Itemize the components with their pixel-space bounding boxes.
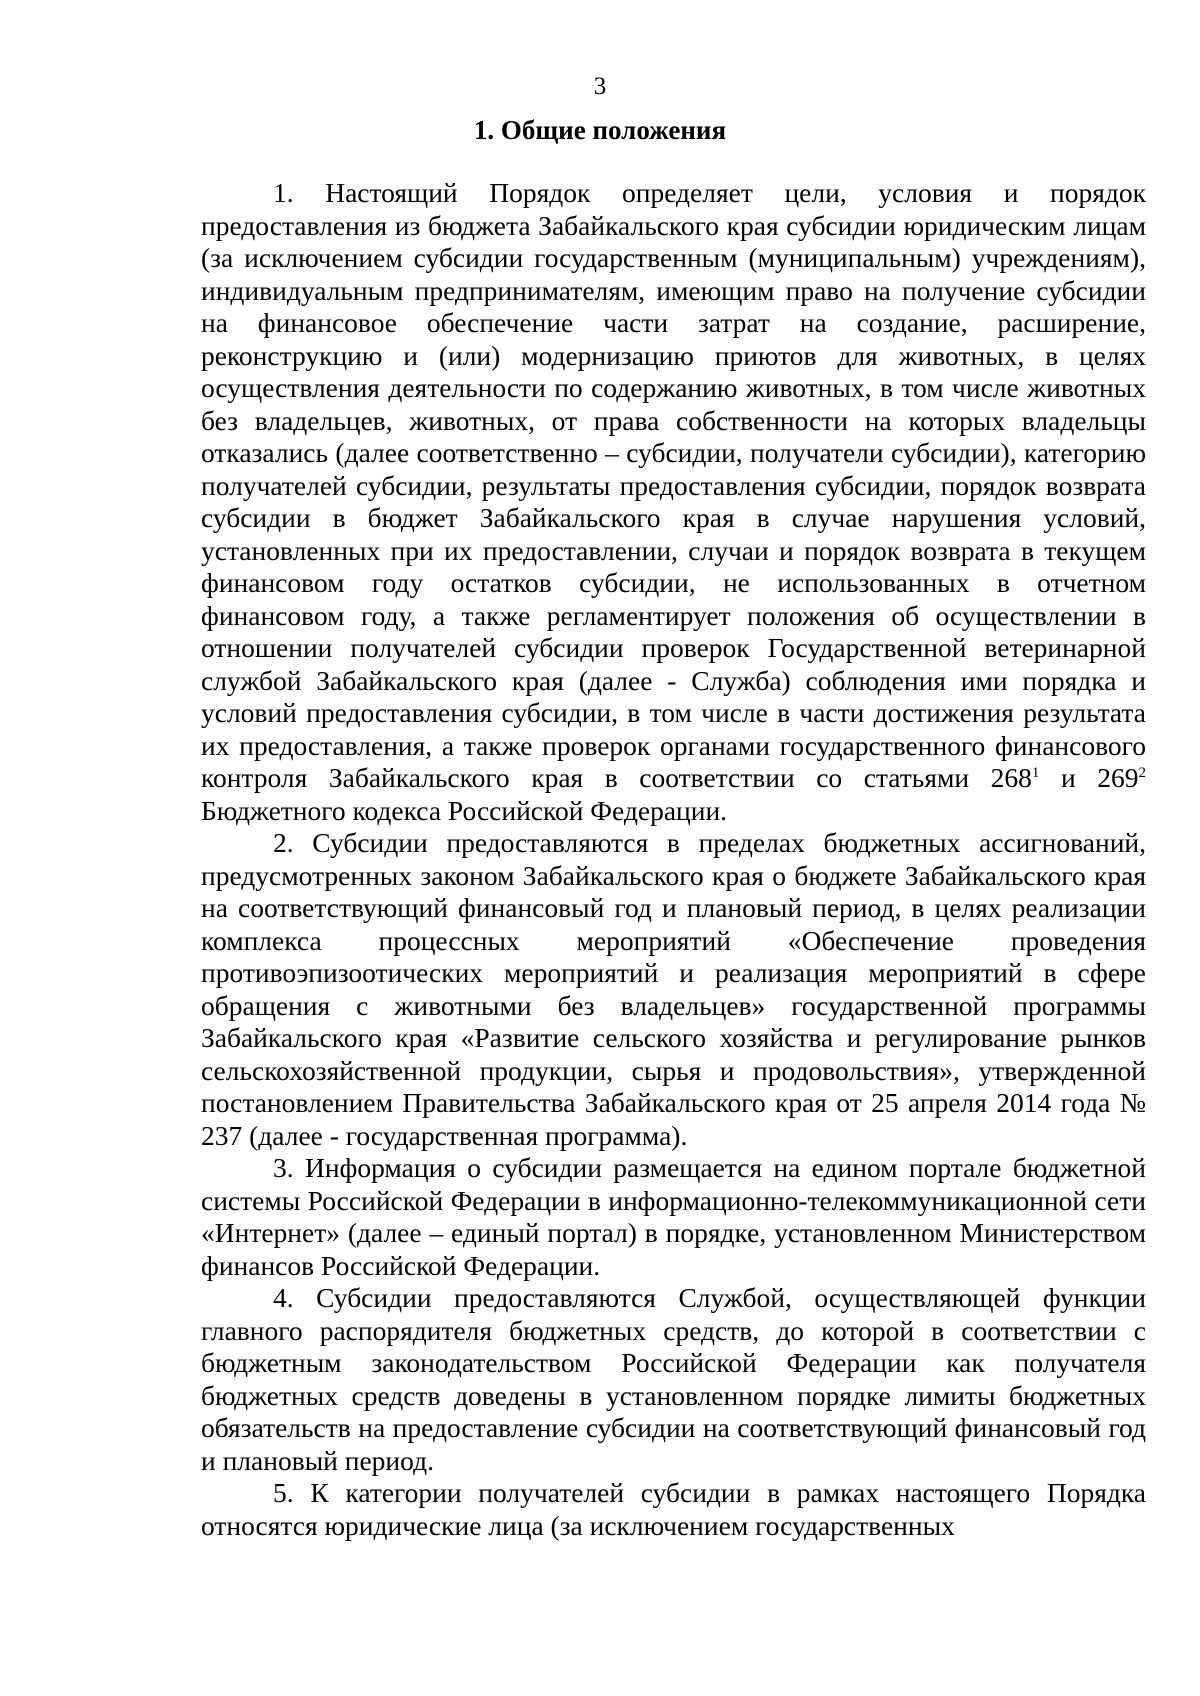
article-269-superscript: 2 xyxy=(1138,764,1146,781)
paragraph-3: 3. Информация о субсидии размещается на едином портале бюджетной системы Российской Федерации в информационно-телекоммуникационной сети «Интернет» (далее – единый портал) в порядке, установленном Министерством финансов Российской Федерации. xyxy=(201,1152,1146,1281)
article-268: 268 xyxy=(990,762,1032,793)
paragraph-1 xyxy=(201,177,1146,827)
document-body xyxy=(201,177,1146,1542)
article-268-superscript: 1 xyxy=(1031,764,1040,781)
paragraph-1-conjunction: и xyxy=(1039,762,1098,793)
paragraph-1-ending: Бюджетного кодекса Российской Федерации. xyxy=(201,794,728,826)
paragraph-5: 5. К категории получателей субсидии в рамках настоящего Порядка относятся юридические лица (за исключением государственных xyxy=(201,1477,1146,1541)
paragraph-1-text: 1. Настоящий Порядок определяет цели, условия и порядок предоставления из бюджета Забайкальского края субсидии юридическим лицам (за исключением субсидии государственным (муниципальным) учреждениям), индивидуальным предпринимателям, имеющим право на получение субсидии на финансовое обеспечение части затрат на создание, расширение, реконструкцию и (или) модернизацию приютов для животных, в целях осуществления деятельности по содержанию животных, в том числе животных без владельцев, животных, от права собственности на которых владельцы отказались (далее соответственно – субсидии, получатели субсидии), категорию получателей субсидии, результаты предоставления субсидии, порядок возврата субсидии в бюджет Забайкальского края в случае нарушения условий, установленных при их предоставлении, случаи и порядок возврата в текущем финансовом году остатков субсидии, не использованных в отчетном финансовом году, а также регламентирует положения об осуществлении в отношении получателей субсидии проверок Государственной ветеринарной службой Забайкальского края (далее - Служба) соблюдения ими порядка и условий предоставления субсидии, в том числе в части достижения результата их предоставления, а также проверок органами государственного финансового контроля Забайкальского края в соответствии со статьями xyxy=(201,177,1146,793)
section-title: 1. Общие положения xyxy=(473,115,727,145)
paragraph-2: 2. Субсидии предоставляются в пределах бюджетных ассигнований, предусмотренных законом Забайкальского края о бюджете Забайкальского края на соответствующий финансовый год и плановый период, в целях реализации комплекса процессных мероприятий «Обеспечение проведения противоэпизоотических мероприятий и реализация мероприятий в сфере обращения с животными без владельцев» государственной программы Забайкальского края «Развитие сельского хозяйства и регулирование рынков сельскохозяйственной продукции, сырья и продовольствия», утвержденной постановлением Правительства Забайкальского края от 25 апреля 2014 года № 237 (далее - государственная программа). xyxy=(201,827,1146,1151)
article-269: 269 xyxy=(1097,762,1139,793)
paragraph-4: 4. Субсидии предоставляются Службой, осуществляющей функции главного распорядителя бюджетных средств, до которой в соответствии с бюджетным законодательством Российской Федерации как получателя бюджетных средств доведены в установленном порядке лимиты бюджетных обязательств на предоставление субсидии на соответствующий финансовый год и плановый период. xyxy=(201,1282,1146,1476)
page-number: 3 xyxy=(593,73,607,100)
